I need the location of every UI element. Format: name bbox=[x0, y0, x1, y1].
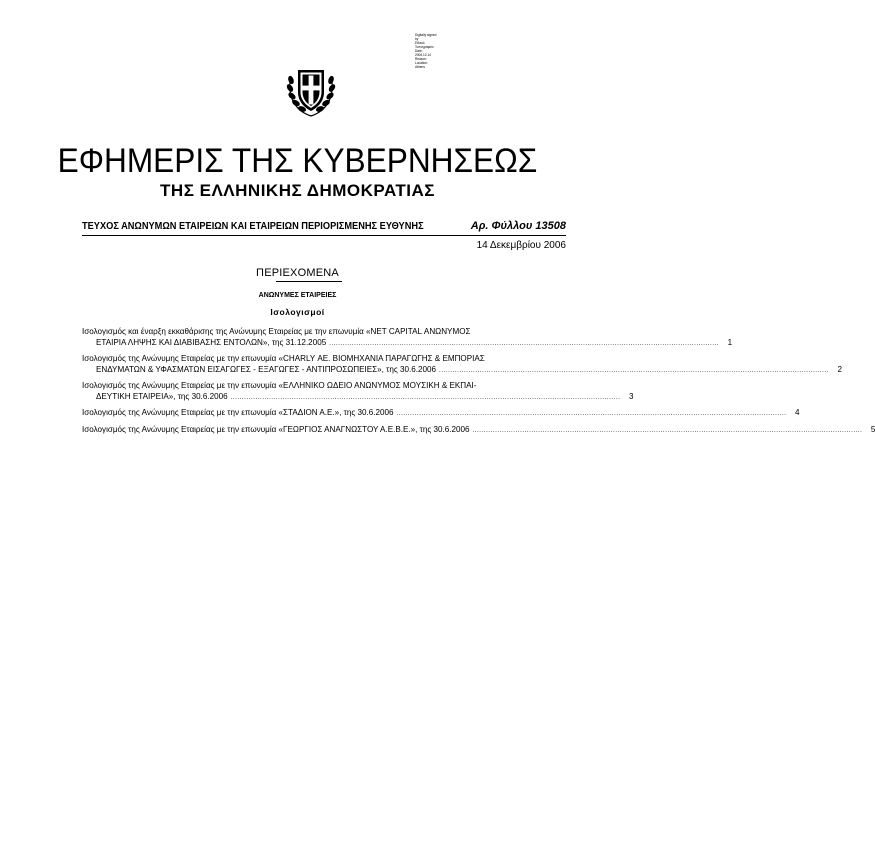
toc-entry-line bbox=[82, 354, 566, 365]
stamp-line: Digitally signed bbox=[415, 33, 437, 37]
stamp-line: 2006.12.14 bbox=[415, 53, 431, 57]
toc-entry-line bbox=[82, 364, 842, 377]
toc-entry-line bbox=[82, 381, 566, 392]
toc-entry-line bbox=[82, 337, 733, 350]
leader-dots: ............................................................................................................................................................................ bbox=[396, 411, 787, 417]
toc-entry[interactable] bbox=[82, 424, 875, 437]
stamp-line: Εθνικό bbox=[415, 41, 425, 45]
toc-page-number: 5 bbox=[870, 424, 875, 434]
contents-title-underline bbox=[276, 281, 342, 282]
stamp-line: Athens bbox=[415, 65, 425, 69]
toc-page-number: 3 bbox=[628, 391, 634, 401]
toc-entry[interactable] bbox=[82, 381, 634, 403]
section-title: ΑΝΩΝΥΜΕΣ ΕΤΑΙΡΕΙΕΣ bbox=[258, 292, 337, 299]
stamp-line: Reason: bbox=[415, 57, 427, 61]
subsection-title: Ισολογισμοί bbox=[270, 307, 325, 317]
toc-page-number: 4 bbox=[794, 408, 800, 417]
leader-dots: ............................................................................................................................................................................ bbox=[230, 394, 621, 401]
toc-entry-text: Ισολογισμός της Ανώνυμης Εταιρείας με την επωνυμία «ΓΕΩΡΓΙΟΣ ΑΝΑΓΝΩΣΤΟΥ Α.Ε.Β.Ε.», της 30.6.2006 bbox=[82, 424, 470, 434]
toc-page-number: 2 bbox=[837, 364, 842, 374]
stamp-line: Location: bbox=[415, 61, 428, 65]
table-of-contents bbox=[82, 327, 875, 441]
toc-entry[interactable] bbox=[82, 327, 733, 349]
toc-entry-text: Ισολογισμός της Ανώνυμης Εταιρείας με την επωνυμία «CHARLY ΑΕ. ΒΙΟΜΗΧΑΝΙΑ ΠΑΡΑΓΩΓΗΣ & ΕΜΠΟΡΙΑΣ bbox=[82, 354, 485, 363]
digital-signature-stamp bbox=[415, 33, 475, 69]
leader-dots: ............................................................................................................................................................................ bbox=[439, 367, 829, 374]
leader-dots: ............................................................................................................................................................................ bbox=[329, 340, 720, 347]
toc-entry-line bbox=[82, 408, 800, 420]
issue-number: Αρ. Φύλλου 13508 bbox=[470, 220, 566, 232]
toc-entry-text: Ισολογισμός της Ανώνυμης Εταιρείας με την επωνυμία «ΣΤΑΔΙΟΝ Α.Ε.», της 30.6.2006 bbox=[82, 408, 394, 417]
stamp-line: Τυπογραφείο bbox=[415, 45, 434, 49]
coat-of-arms-icon bbox=[285, 58, 337, 120]
header-rule bbox=[82, 235, 566, 236]
toc-entry-text: ΔΕΥΤΙΚΗ ΕΤΑΙΡΕΙΑ», της 30.6.2006 bbox=[96, 391, 228, 401]
stamp-line: Date: bbox=[415, 49, 423, 53]
stamp-line: by bbox=[415, 37, 419, 41]
toc-entry-text: ΕΝΔΥΜΑΤΩΝ & ΥΦΑΣΜΑΤΩΝ ΕΙΣΑΓΩΓΕΣ - ΕΞΑΓΩΓΕΣ - ΑΝΤΙΠΡΟΣΩΠΕΙΕΣ», της 30.6.2006 bbox=[96, 364, 437, 374]
toc-entry-text: Ισολογισμός της Ανώνυμης Εταιρείας με την επωνυμία «ΕΛΛΗΝΙΚΟ ΩΔΕΙΟ ΑΝΩΝΥΜΟΣ ΜΟΥΣΙΚΗ & ΕΚΠΑΙ- bbox=[82, 381, 477, 390]
issue-date: 14 Δεκεμβρίου 2006 bbox=[476, 240, 566, 251]
issue-header bbox=[82, 220, 566, 232]
gazette-subtitle: ΤΗΣ ΕΛΛΗΝΙΚΗΣ ΔΗΜΟΚΡΑΤΙΑΣ bbox=[160, 181, 435, 200]
toc-entry-line bbox=[82, 391, 634, 404]
toc-entry-line bbox=[82, 327, 566, 338]
issue-type: ΤΕΥΧΟΣ ΑΝΩΝΥΜΩΝ ΕΤΑΙΡΕΙΩΝ ΚΑΙ ΕΤΑΙΡΕΙΩΝ ΠΕΡΙΟΡΙΣΜΕΝΗΣ ΕΥΘΥΝΗΣ bbox=[82, 220, 424, 232]
toc-entry[interactable] bbox=[82, 408, 800, 420]
gazette-title: ΕΦΗΜΕΡΙΣ ΤΗΣ ΚΥΒΕΡΝΗΣΕΩΣ bbox=[57, 142, 538, 180]
contents-title: ΠΕΡΙΕΧΟΜΕΝΑ bbox=[256, 267, 339, 279]
leader-dots: ............................................................................................................................................................................ bbox=[472, 427, 863, 434]
toc-entry-text: Ισολογισμός και έναρξη εκκαθάρισης της Ανώνυμης Εταιρείας με την επωνυμία «NET CAPITAL ΑΝΩΝΥΜΟΣ bbox=[82, 327, 471, 336]
toc-entry[interactable] bbox=[82, 354, 842, 376]
toc-entry-text: ΕΤΑΙΡΙΑ ΛΗΨΗΣ ΚΑΙ ΔΙΑΒΙΒΑΣΗΣ ΕΝΤΟΛΩΝ», της 31.12.2005 bbox=[96, 337, 327, 347]
toc-entry-line bbox=[82, 424, 875, 437]
toc-page-number: 1 bbox=[727, 337, 733, 347]
